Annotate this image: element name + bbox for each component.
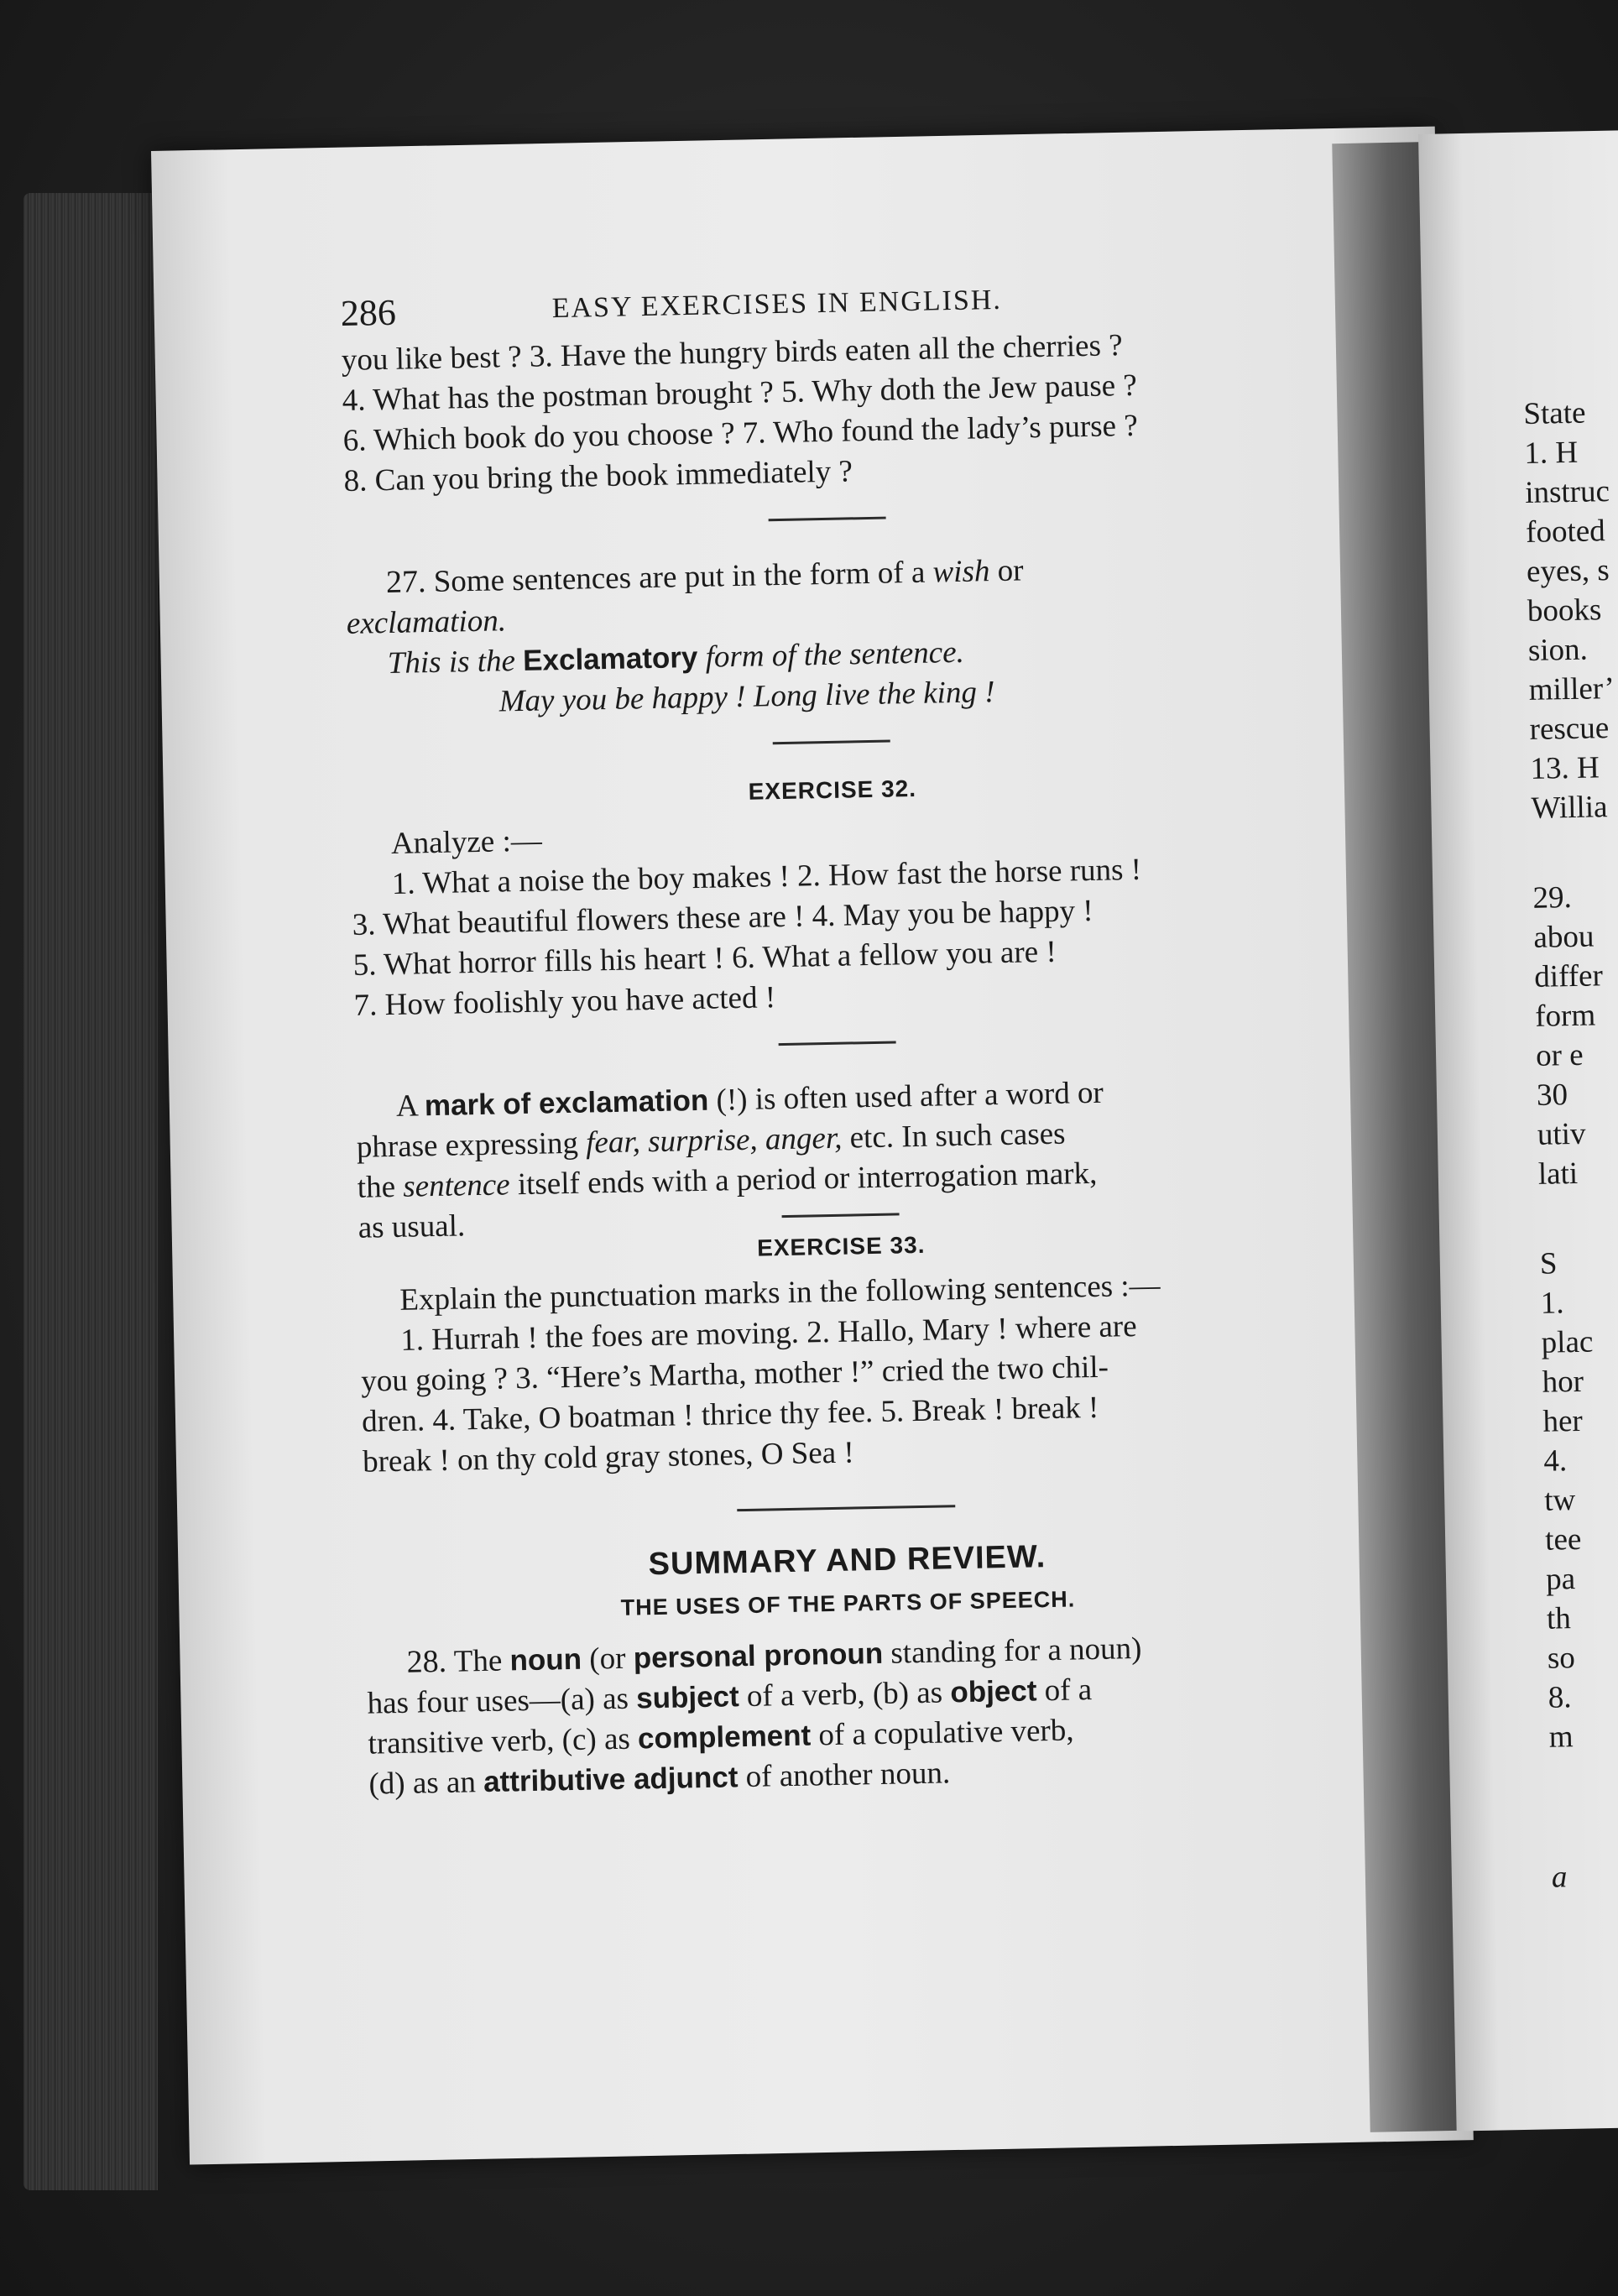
bold-term: mark of exclamation	[424, 1083, 709, 1123]
fragment-line: differ	[1533, 958, 1604, 994]
section-27-line-2: exclamation.	[346, 603, 507, 641]
text-run: etc. In such cases	[849, 1116, 1066, 1156]
exercise-33	[358, 1224, 1328, 1483]
book-page-edges	[23, 193, 158, 2190]
fragment-line: lati	[1537, 1156, 1579, 1192]
text-line: 4. What has the postman brought ? 5. Why doth the Jew pause ?	[342, 368, 1138, 418]
fragment-line: 13. H	[1530, 750, 1600, 786]
fragment-line: so	[1547, 1641, 1576, 1676]
fragment-line: sion.	[1527, 632, 1589, 668]
text-run: or	[997, 553, 1024, 589]
fragment-line: 4.	[1543, 1443, 1568, 1479]
fragment-line: or e	[1535, 1037, 1584, 1073]
fragment-line: tee	[1544, 1521, 1582, 1558]
fragment-line: footed	[1525, 514, 1606, 550]
italic-term: anger,	[765, 1120, 843, 1157]
page-number: 286	[340, 291, 397, 334]
text-run: A	[395, 1088, 418, 1124]
section-27	[346, 545, 1313, 725]
exercise-intro: Explain the punctuation marks in the following sentences :—	[399, 1268, 1161, 1318]
fragment-line: tw	[1543, 1483, 1576, 1518]
text-run: of a	[1044, 1672, 1093, 1709]
fragment-line: her	[1542, 1403, 1584, 1439]
exercise-line: 7. How foolishly you have acted !	[353, 980, 776, 1023]
example-line: May you be happy ! Long live the king !	[498, 675, 995, 719]
fragment-line: abou	[1533, 919, 1595, 955]
text-run: (!) is often used after a word or	[716, 1075, 1104, 1118]
fragment-line: a	[1551, 1860, 1568, 1895]
spacer	[1549, 1756, 1618, 1858]
fragment-line: th	[1546, 1601, 1572, 1636]
fragment-line: 1. H	[1523, 435, 1579, 471]
bold-term: object	[949, 1674, 1037, 1709]
section-divider	[779, 1041, 896, 1046]
bold-term: subject	[635, 1680, 740, 1715]
bold-term: noun	[509, 1642, 582, 1678]
section-divider	[769, 517, 886, 522]
fragment-line: S	[1539, 1246, 1558, 1281]
exclamation-note	[356, 1069, 1323, 1249]
text-run: form of the sentence.	[705, 634, 965, 675]
paragraph-number: 28.	[406, 1643, 447, 1680]
text-run: transitive verb, (c) as	[368, 1721, 631, 1761]
text-line: 6. Which book do you choose ? 7. Who found the lady’s purse ?	[342, 408, 1139, 458]
fragment-line: Willia	[1531, 790, 1608, 826]
fragment-line: 29.	[1532, 880, 1573, 916]
section-divider	[737, 1505, 955, 1511]
fragment-line: pa	[1545, 1562, 1576, 1597]
fragment-line: utiv	[1537, 1116, 1586, 1152]
text-run: standing for a noun)	[890, 1631, 1142, 1671]
text-run: itself ends with a period or interrogation mark,	[517, 1156, 1098, 1203]
exercise-line: 1. Hurrah ! the foes are moving. 2. Hallo, Mary ! where are	[399, 1309, 1137, 1358]
spacer	[1538, 1192, 1618, 1245]
fragment-line: eyes, s	[1526, 553, 1610, 589]
text-run: Some sentences are put in the form of a	[433, 555, 926, 599]
fragment-line: form	[1534, 998, 1596, 1034]
fragment-line: books	[1527, 592, 1602, 629]
italic-term: surprise,	[647, 1122, 759, 1160]
summary-section	[364, 1534, 1334, 1805]
paragraph-number: 27.	[385, 564, 426, 601]
text-run: phrase expressing	[356, 1125, 579, 1165]
note-line-4: as usual.	[358, 1208, 466, 1245]
fragment-line: hor	[1542, 1364, 1584, 1400]
exercise-line: you going ? 3. “Here’s Martha, mother !” cried the two chil-	[360, 1349, 1109, 1399]
text-run: (d) as an	[368, 1765, 477, 1802]
text-run: of a copulative verb,	[818, 1713, 1074, 1753]
summary-title: SUMMARY AND REVIEW.	[648, 1539, 1046, 1583]
text-run: This is the	[387, 644, 516, 681]
fragment-line: rescue	[1529, 711, 1610, 747]
section-divider	[773, 740, 890, 745]
italic-term: wish	[932, 554, 990, 590]
text-run: of another noun.	[745, 1756, 951, 1795]
bold-term: complement	[637, 1719, 812, 1756]
fragment-line: plac	[1541, 1324, 1594, 1360]
text-line: you like best ? 3. Have the hungry birds eaten all the cherries ?	[341, 328, 1123, 378]
fragment-line: 30	[1536, 1078, 1568, 1113]
exercise-heading: EXERCISE 33.	[756, 1231, 926, 1261]
text-run: has four uses—(a) as	[367, 1681, 629, 1721]
exercise-line: 5. What horror fills his heart ! 6. What a fellow you are !	[352, 934, 1057, 983]
exercise-line: dren. 4. Take, O boatman ! thrice thy fee. 5. Break ! break !	[361, 1390, 1099, 1439]
text-run: of a verb, (b) as	[746, 1675, 943, 1714]
exercise-heading: EXERCISE 32.	[748, 775, 917, 805]
fragment-line: 8.	[1548, 1680, 1572, 1715]
bold-term: Exclamatory	[522, 640, 698, 677]
fragment-line: 1.	[1540, 1286, 1564, 1321]
exercise-line: break ! on thy cold gray stones, O Sea !	[362, 1435, 855, 1479]
text-run: (or	[588, 1641, 626, 1677]
exercise-32	[350, 768, 1319, 1026]
spacer	[1532, 827, 1618, 879]
left-page-text	[340, 258, 1334, 1805]
exercise-intro: Analyze :—	[390, 823, 543, 861]
text-line: 8. Can you bring the book immediately ?	[343, 454, 853, 498]
fragment-line: State	[1523, 395, 1586, 431]
fragment-line: miller’	[1528, 671, 1615, 707]
exercise-line: 1. What a noise the boy makes ! 2. How fast the horse runs !	[391, 852, 1142, 901]
carryover-questions	[341, 322, 1308, 502]
text-run: The	[453, 1643, 503, 1679]
summary-subtitle: THE USES OF THE PARTS OF SPEECH.	[620, 1586, 1076, 1620]
exercise-line: 3. What beautiful flowers these are ! 4. May you be happy !	[352, 893, 1093, 942]
bold-term: attributive adjunct	[483, 1761, 739, 1799]
bold-term: personal pronoun	[633, 1636, 884, 1675]
fragment-line: m	[1548, 1719, 1574, 1755]
running-title: EASY EXERCISES IN ENGLISH.	[551, 284, 1003, 325]
italic-term: sentence	[402, 1167, 511, 1204]
italic-term: fear,	[585, 1125, 641, 1161]
fragment-line: instruc	[1524, 474, 1610, 510]
text-run: the	[357, 1169, 396, 1205]
